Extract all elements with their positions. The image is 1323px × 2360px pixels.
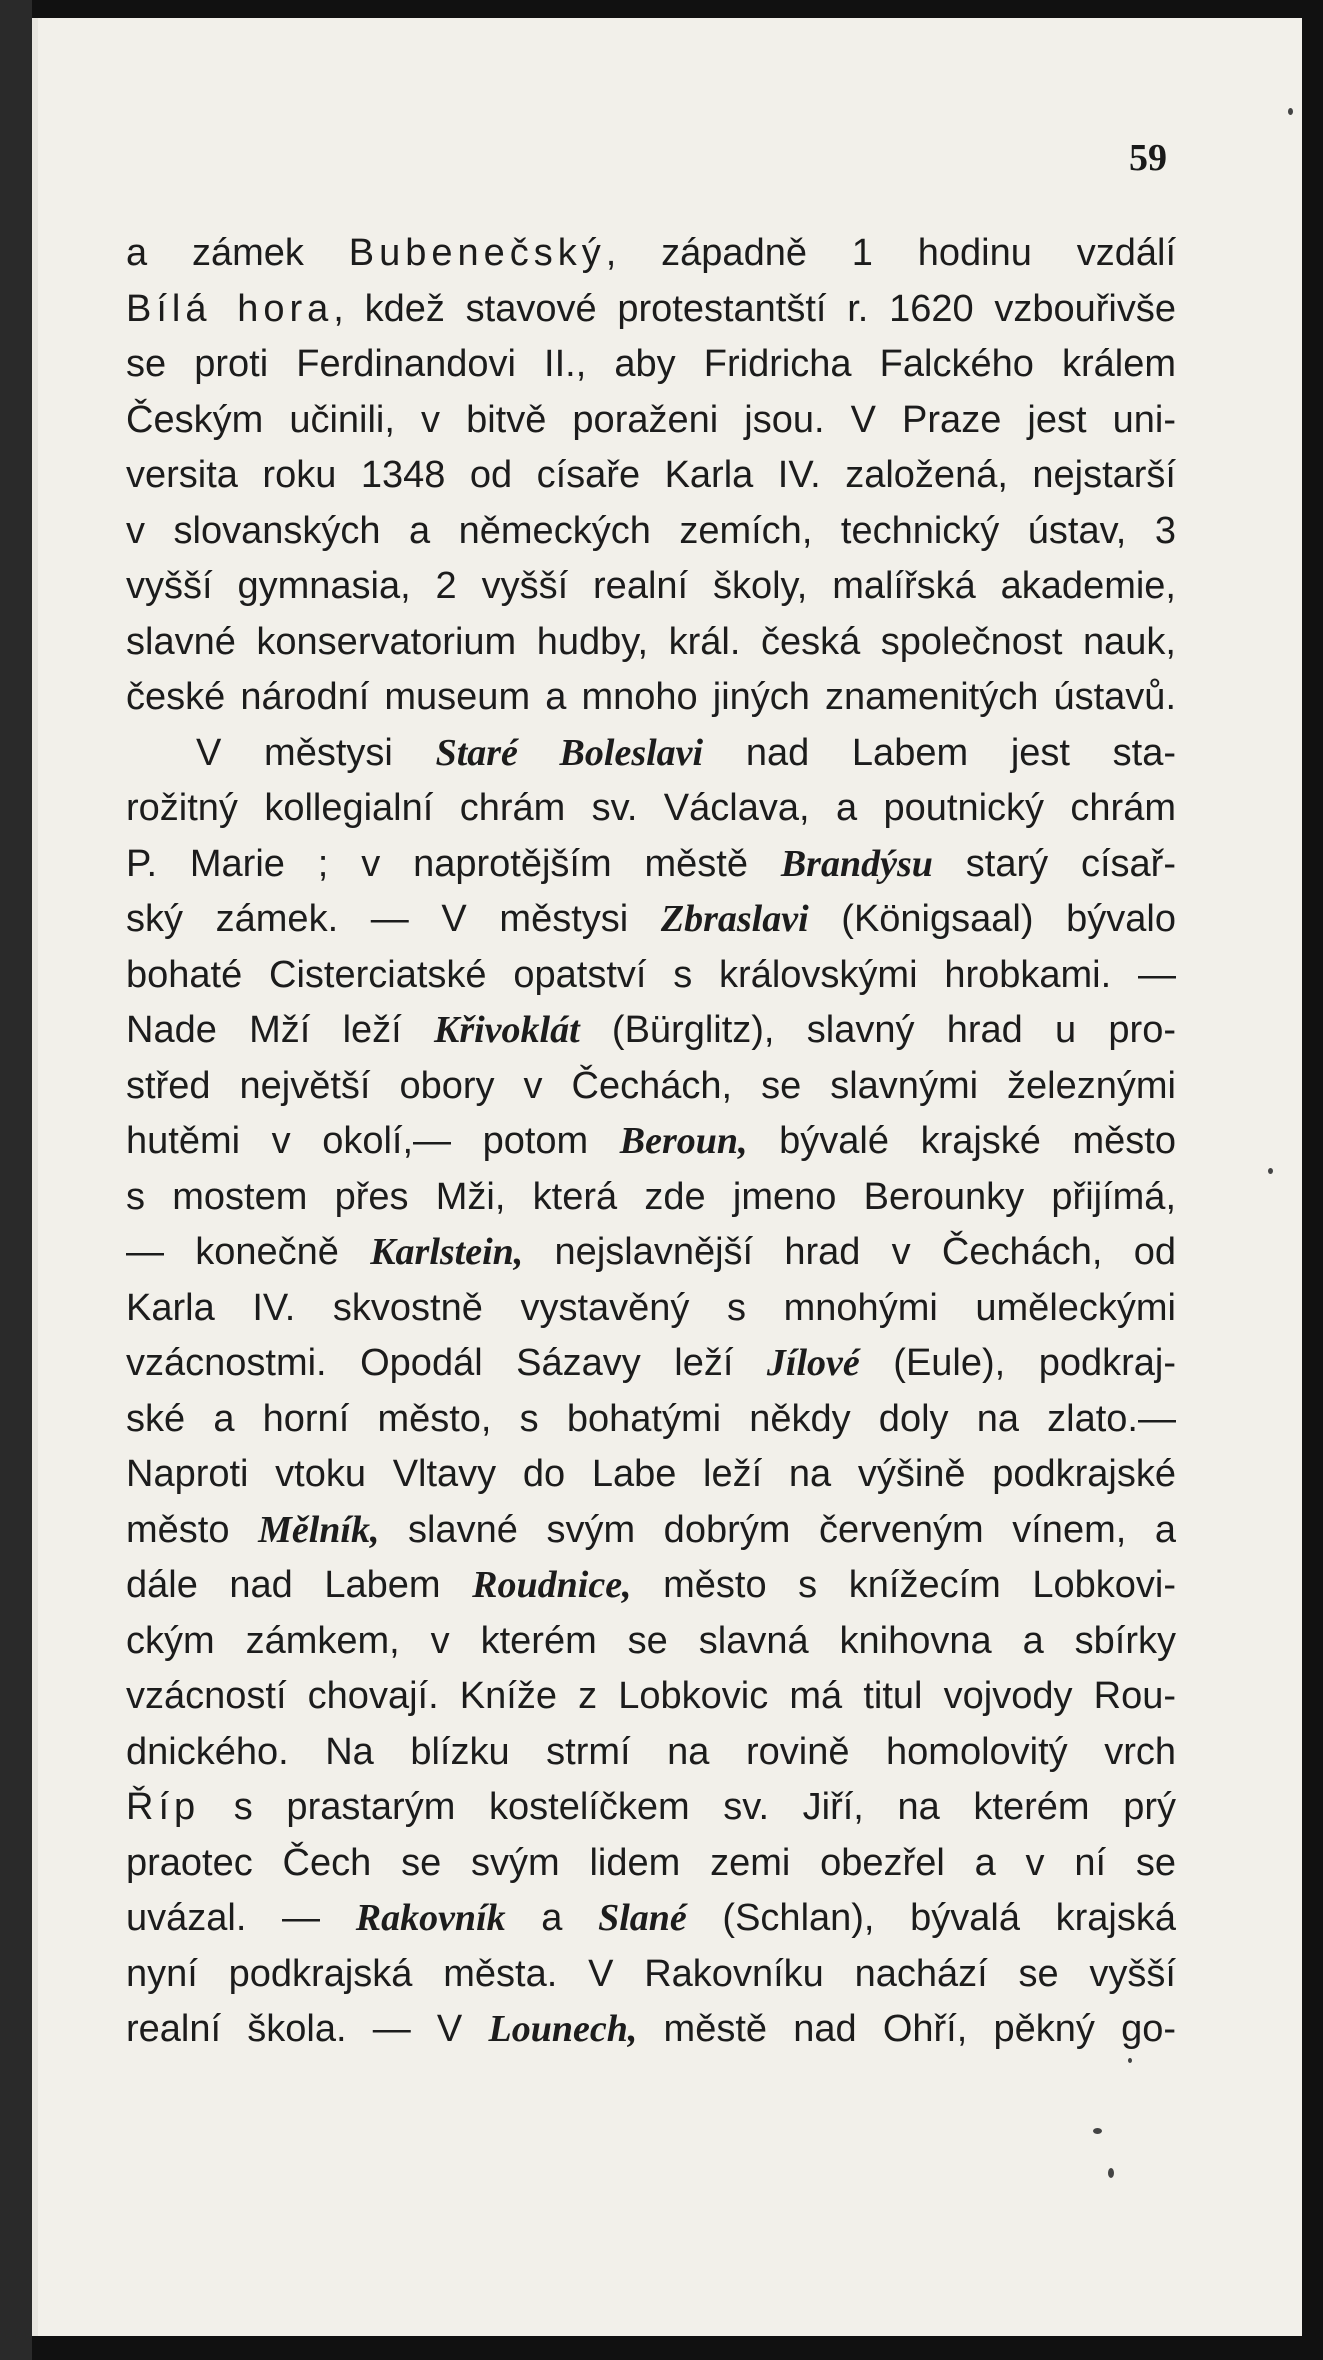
text-run: (Bürglitz), slavný hrad u pro- — [579, 1009, 1176, 1051]
text-run: nyní podkrajská města. V Rakovníku nachází se vyšší — [126, 1952, 1176, 1995]
text-run: vyšší gymnasia, 2 vyšší realní školy, malířská akademie, — [126, 565, 1176, 607]
text-run: město s knížecím Lobkovi- — [631, 1564, 1176, 1606]
text-run: Českým učinili, v bitvě poraženi jsou. V Praze jest uni- — [126, 398, 1176, 441]
place-name-italic: Lounech, — [488, 2008, 638, 2050]
text-run: praotec Čech se svým lidem zemi obezřel a v ní se — [126, 1841, 1176, 1884]
text-run: nad Labem jest sta- — [703, 731, 1177, 774]
text-run: s mostem přes Mži, která zde jmeno Berounky přijímá, — [126, 1175, 1176, 1218]
text-run: slavné konservatorium hudby, král. česká společnost nauk, — [126, 620, 1176, 663]
text-line — [126, 1836, 1176, 1892]
text-line — [126, 1669, 1176, 1725]
place-name-spaced: Bubenečský — [348, 232, 606, 274]
text-run: vzácnostmi. Opodál Sázavy leží — [126, 1342, 767, 1384]
text-line — [126, 1225, 1176, 1281]
text-run: Naproti vtoku Vltavy do Labe leží na výšině podkrajské — [126, 1453, 1176, 1495]
text-line — [126, 1281, 1176, 1337]
place-name-italic: Slané — [598, 1897, 687, 1939]
text-line — [126, 1392, 1176, 1448]
text-line — [126, 1725, 1176, 1781]
text-run: bývalé krajské město — [747, 1120, 1176, 1162]
page-edge-shadow — [0, 0, 32, 2360]
text-run: ský zámek. — V městysi — [126, 898, 661, 940]
text-line — [126, 448, 1176, 504]
paper-speck — [1288, 108, 1293, 115]
place-name-italic: Staré Boleslavi — [435, 731, 704, 774]
text-line — [126, 1947, 1176, 2003]
text-line — [126, 504, 1176, 560]
text-run: ckým zámkem, v kterém se slavná knihovna a sbírky — [126, 1619, 1176, 1662]
place-name-italic: Zbraslavi — [660, 898, 809, 940]
text-line — [126, 1891, 1176, 1947]
place-name-italic: Beroun, — [619, 1120, 748, 1162]
text-line — [126, 1503, 1176, 1559]
place-name-italic: Roudnice, — [472, 1564, 632, 1606]
text-line — [126, 226, 1176, 282]
text-run: P. Marie ; v naprotějším městě — [126, 842, 781, 885]
text-run: (Eule), podkraj- — [859, 1342, 1176, 1384]
text-line — [126, 1336, 1176, 1392]
text-line — [126, 615, 1176, 671]
text-run: město — [126, 1508, 259, 1551]
paper-speck — [1093, 2128, 1102, 2134]
text-run: — konečně — [126, 1231, 371, 1273]
text-run: V městysi — [196, 731, 436, 774]
text-run: , západně 1 hodinu vzdálí — [605, 232, 1177, 274]
text-line — [126, 726, 1176, 782]
text-run: (Schlan), bývalá krajská — [686, 1897, 1177, 1939]
place-name-spaced: Říp — [126, 1786, 201, 1828]
text-run: a zámek — [126, 232, 349, 274]
text-run: v slovanských a německých zemích, technický ústav, 3 — [126, 509, 1176, 552]
book-page — [32, 18, 1302, 2336]
paper-speck — [1268, 1168, 1273, 1174]
text-run: realní škola. — V — [126, 2008, 489, 2050]
text-run: české národní museum a mnoho jiných znamenitých ústavů. — [126, 676, 1176, 718]
text-run: dnického. Na blízku strmí na rovině homolovitý vrch — [126, 1730, 1176, 1773]
text-run: ské a horní město, s bohatými někdy doly na zlato.— — [126, 1397, 1176, 1440]
text-run: starý císař- — [932, 842, 1176, 885]
text-run: vzácností chovají. Kníže z Lobkovic má titul vojvody Rou- — [126, 1675, 1176, 1717]
text-run: střed největší obory v Čechách, se slavnými železnými — [126, 1064, 1176, 1107]
text-run: Nade Mží leží — [126, 1009, 434, 1051]
place-name-italic: Mělník, — [258, 1508, 380, 1551]
text-run: Karla IV. skvostně vystavěný s mnohými uměleckými — [126, 1286, 1176, 1329]
text-line — [126, 781, 1176, 837]
text-line — [126, 393, 1176, 449]
text-run: , kdež stavové protestantští r. 1620 vzbouřivše — [333, 287, 1176, 330]
text-line — [126, 837, 1176, 893]
text-run: nejslavnější hrad v Čechách, od — [523, 1231, 1176, 1273]
text-run: městě nad Ohří, pěkný go- — [637, 2008, 1177, 2050]
text-run: se proti Ferdinandovi II., aby Fridricha Falckého králem — [126, 343, 1176, 385]
page-number: 59 — [1129, 137, 1167, 179]
text-line — [126, 892, 1176, 948]
text-line — [126, 559, 1176, 615]
text-run: dále nad Labem — [126, 1564, 473, 1606]
place-name-italic: Křivoklát — [433, 1009, 580, 1051]
text-line — [126, 1780, 1176, 1836]
text-line — [126, 2002, 1176, 2058]
text-line — [126, 337, 1176, 393]
place-name-italic: Karlstein, — [370, 1231, 524, 1273]
text-run: a — [505, 1897, 599, 1939]
text-run: versita roku 1348 od císaře Karla IV. založená, nejstarší — [126, 454, 1176, 496]
text-run: rožitný kollegialní chrám sv. Václava, a poutnický chrám — [126, 787, 1176, 829]
text-run: hutěmi v okolí,— potom — [126, 1120, 620, 1162]
text-line — [126, 1447, 1176, 1503]
text-run: (Königsaal) bývalo — [808, 898, 1176, 940]
text-line — [126, 282, 1176, 338]
text-line — [126, 1170, 1176, 1226]
text-line — [126, 1558, 1176, 1614]
place-name-italic: Brandýsu — [780, 842, 933, 885]
text-run: uvázal. — — [126, 1897, 356, 1939]
text-run: s prastarým kostelíčkem sv. Jiří, na kterém prý — [200, 1786, 1176, 1828]
place-name-italic: Rakovník — [355, 1897, 506, 1939]
place-name-spaced: Bílá hora — [126, 287, 334, 330]
text-line — [126, 948, 1176, 1004]
paper-speck — [1108, 2168, 1114, 2178]
text-line — [126, 1003, 1176, 1059]
paper-speck — [1128, 2058, 1132, 2063]
text-run: bohaté Cisterciatské opatství s královskými hrobkami. — — [126, 953, 1176, 996]
text-line — [126, 670, 1176, 726]
place-name-italic: Jílové — [766, 1342, 860, 1384]
text-line — [126, 1614, 1176, 1670]
text-line — [126, 1059, 1176, 1115]
text-line — [126, 1114, 1176, 1170]
text-run: slavné svým dobrým červeným vínem, a — [379, 1508, 1176, 1551]
body-text — [126, 226, 1176, 2058]
